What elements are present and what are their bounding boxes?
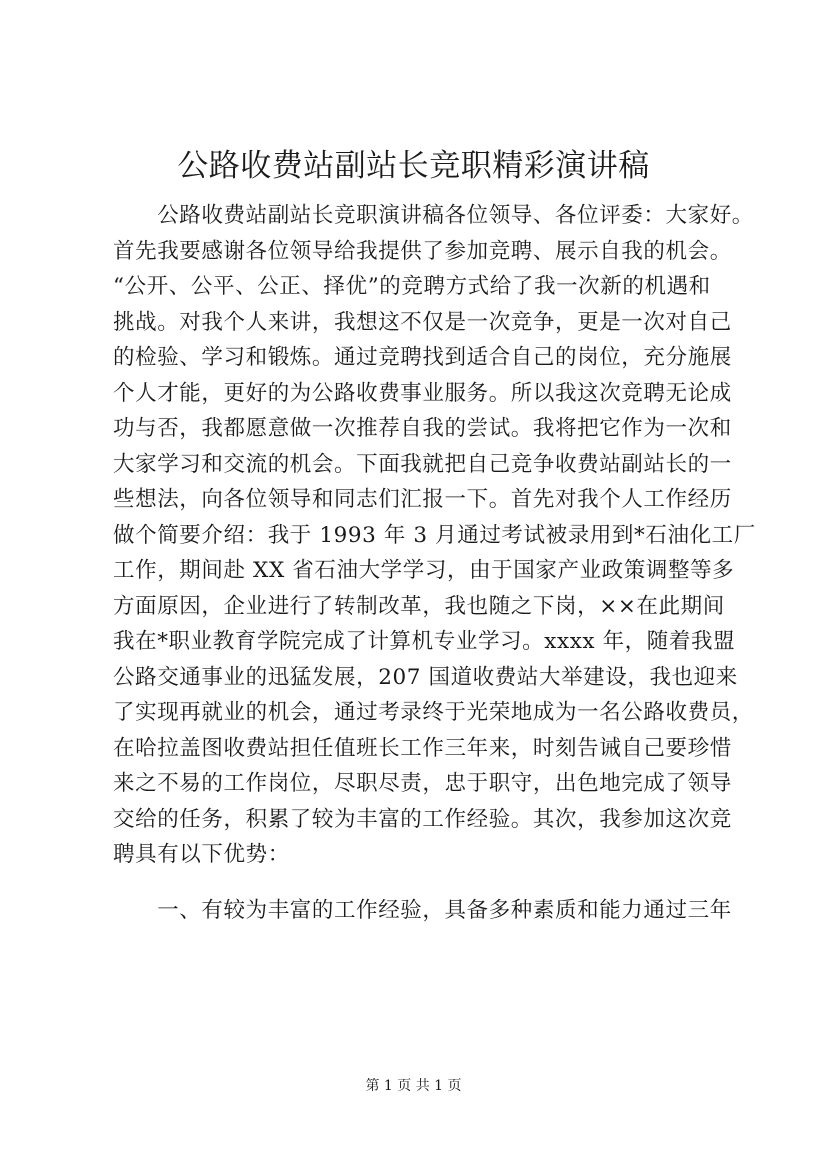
text-line: 挑战。对我个人来讲，我想这不仅是一次竞争，更是一次对自己 (113, 309, 732, 335)
text-line: 首先我要感谢各位领导给我提供了参加竞聘、展示自我的机会。 (113, 238, 732, 264)
text-line: 做个简要介绍：我于 1993 年 3 月通过考试被录用到*石油化工厂 (113, 522, 756, 548)
text-line: 个人才能，更好的为公路收费事业服务。所以我这次竞聘无论成 (113, 380, 732, 406)
text-line: 我在*职业教育学院完成了计算机专业学习。xxxx 年，随着我盟 (113, 629, 736, 654)
text-line: 聘具有以下优势： (113, 842, 290, 867)
text-line: 大家学习和交流的机会。下面我就把自己竞争收费站副站长的一 (113, 451, 732, 477)
text-line: 功与否，我都愿意做一次推荐自我的尝试。我将把它作为一次和 (113, 416, 732, 441)
text-line: 交给的任务，积累了较为丰富的工作经验。其次，我参加这次竞 (113, 806, 732, 832)
paragraph (113, 198, 756, 873)
text-line: 了实现再就业的机会，通过考录终于光荣地成为一名公路收费员， (113, 700, 754, 725)
text-line: 的检验、学习和锻炼。通过竞聘找到适合自己的岗位，充分施展 (113, 345, 732, 370)
text-line: 在哈拉盖图收费站担任值班长工作三年来，时刻告诫自己要珍惜 (113, 735, 732, 761)
document-title: 公路收费站副站长竞职精彩演讲稿 (177, 148, 650, 184)
text-line: 些想法，向各位领导和同志们汇报一下。首先对我个人工作经历 (113, 487, 732, 512)
text-line: 方面原因，企业进行了转制改革，我也随之下岗，××在此期间 (113, 593, 725, 619)
paragraph (113, 893, 753, 929)
text-line: 一、有较为丰富的工作经验，具备多种素质和能力通过三年 (113, 897, 732, 923)
text-line: 工作，期间赴 XX 省石油大学学习，由于国家产业政策调整等多 (113, 558, 735, 583)
paragraph-gap (113, 873, 753, 893)
document-body (113, 198, 756, 928)
text-line: 公路收费站副站长竞职演讲稿各位领导、各位评委：大家好。 (113, 203, 754, 228)
page-footer: 第 1 页 共 1 页 (365, 1078, 462, 1094)
text-line: 公路交通事业的迅猛发展，207 国道收费站大举建设，我也迎来 (113, 664, 738, 690)
text-line: “公开、公平、公正、择优”的竞聘方式给了我一次新的机遇和 (113, 274, 711, 299)
text-line: 来之不易的工作岗位，尽职尽责，忠于职守，出色地完成了领导 (113, 771, 732, 796)
